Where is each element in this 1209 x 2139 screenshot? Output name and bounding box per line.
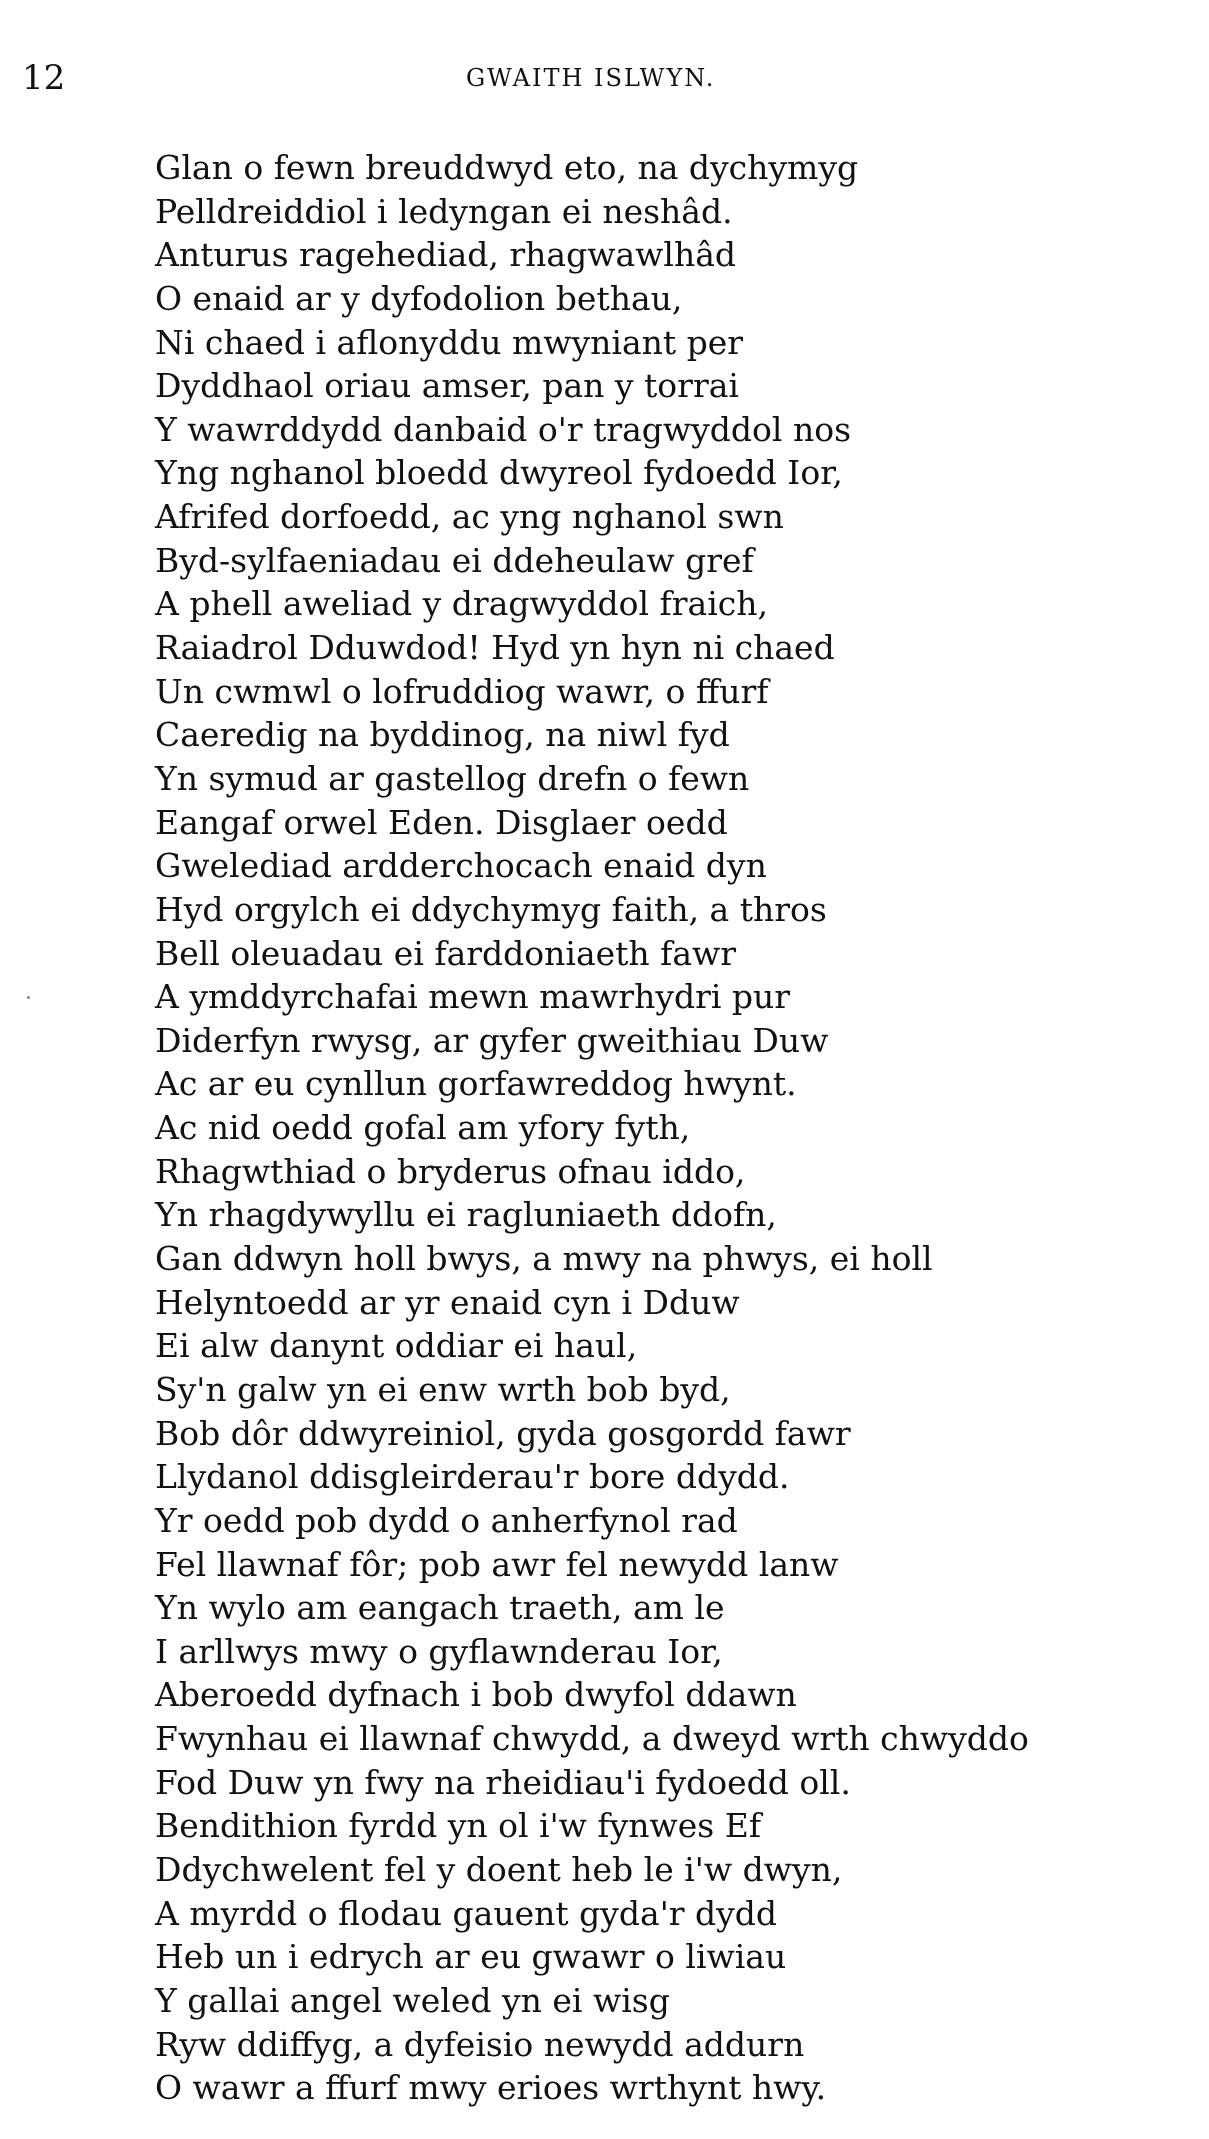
poem-line: Caeredig na byddinog, na niwl fyd [155,715,730,755]
poem-line: A phell aweliad y dragwyddol fraich, [155,584,768,624]
poem-line: Rhagwthiad o bryderus ofnau iddo, [155,1151,746,1191]
poem-line: Sy'n galw yn ei enw wrth bob byd, [155,1369,731,1409]
poem-line: Llydanol ddisgleirderau'r bore ddydd. [155,1457,790,1497]
poem-line: Ni chaed i aflonyddu mwyniant per [155,322,744,362]
poem-line: Yn rhagdywyllu ei ragluniaeth ddofn, [155,1195,777,1235]
poem-line: Dyddhaol oriau amser, pan y torrai [155,366,739,406]
poem-line: Heb un i edrych ar eu gwawr o liwiau [155,1937,787,1977]
stray-mark [27,996,30,999]
poem-line: Un cwmwl o lofruddiog wawr, o ffurf [155,671,769,711]
poem-line: I arllwys mwy o gyflawnderau Ior, [155,1631,723,1671]
poem-line: Aberoedd dyfnach i bob dwyfol ddawn [155,1675,797,1715]
poem-line: Anturus ragehediad, rhagwawlhâd [155,235,736,275]
poem-line: Eangaf orwel Eden. Disglaer oedd [155,802,728,842]
page-number: 12 [22,58,66,98]
poem-line: Afrifed dorfoedd, ac yng nghanol swn [155,497,784,537]
poem-line: Y gallai angel weled yn ei wisg [155,1980,670,2020]
poem-line: A myrdd o flodau gauent gyda'r dydd [155,1893,778,1933]
poem-line: Diderfyn rwysg, ar gyfer gweithiau Duw [155,1020,829,1060]
poem-line: Byd-sylfaeniadau ei ddeheulaw gref [155,540,754,580]
poem-line: O enaid ar y dyfodolion bethau, [155,278,683,318]
poem-line: Helyntoedd ar yr enaid cyn i Dduw [155,1282,740,1322]
poem-line: A ymddyrchafai mewn mawrhydri pur [155,977,791,1017]
poem-line: Bob dôr ddwyreiniol, gyda gosgordd fawr [155,1413,851,1453]
poem-line: Yr oedd pob dydd o anherfynol rad [155,1500,738,1540]
poem-line: Bell oleuadau ei farddoniaeth fawr [155,933,737,973]
poem-line: Gan ddwyn holl bwys, a mwy na phwys, ei holl [155,1239,933,1279]
poem-text [155,146,1029,2110]
poem-line: Fwynhau ei llawnaf chwydd, a dweyd wrth chwyddo [155,1719,1029,1759]
poem-line: Gwelediad ardderchocach enaid dyn [155,846,767,886]
poem-line: Yn symud ar gastellog drefn o fewn [155,758,750,798]
poem-line: Y wawrddydd danbaid o'r tragwyddol nos [155,409,852,449]
poem-line: Ac ar eu cynllun gorfawreddog hwynt. [155,1064,797,1104]
poem-line: Fod Duw yn fwy na rheidiau'i fydoedd oll. [155,1762,851,1802]
poem-line: Yn wylo am eangach traeth, am le [155,1588,725,1628]
poem-line: Ei alw danynt oddiar ei haul, [155,1326,638,1366]
page-header [0,58,1209,98]
poem-line: O wawr a ffurf mwy erioes wrthynt hwy. [155,2068,827,2108]
poem-line: Fel llawnaf fôr; pob awr fel newydd lanw [155,1544,839,1584]
poem-line: Ac nid oedd gofal am yfory fyth, [155,1108,691,1148]
poem-line: Ddychwelent fel y doent heb le i'w dwyn, [155,1849,843,1889]
poem-line: Pelldreiddiol i ledyngan ei neshâd. [155,191,733,231]
poem-line: Ryw ddiffyg, a dyfeisio newydd addurn [155,2024,805,2064]
poem-line: Glan o fewn breuddwyd eto, na dychymyg [155,148,859,187]
poem-line: Hyd orgylch ei ddychymyg faith, a thros [155,889,827,929]
poem-line: Yng nghanol bloedd dwyreol fydoedd Ior, [155,453,843,493]
poem-line: Bendithion fyrdd yn ol i'w fynwes Ef [155,1806,762,1846]
running-title: GWAITH ISLWYN. [466,64,716,92]
poem-line: Raiadrol Dduwdod! Hyd yn hyn ni chaed [155,628,835,668]
